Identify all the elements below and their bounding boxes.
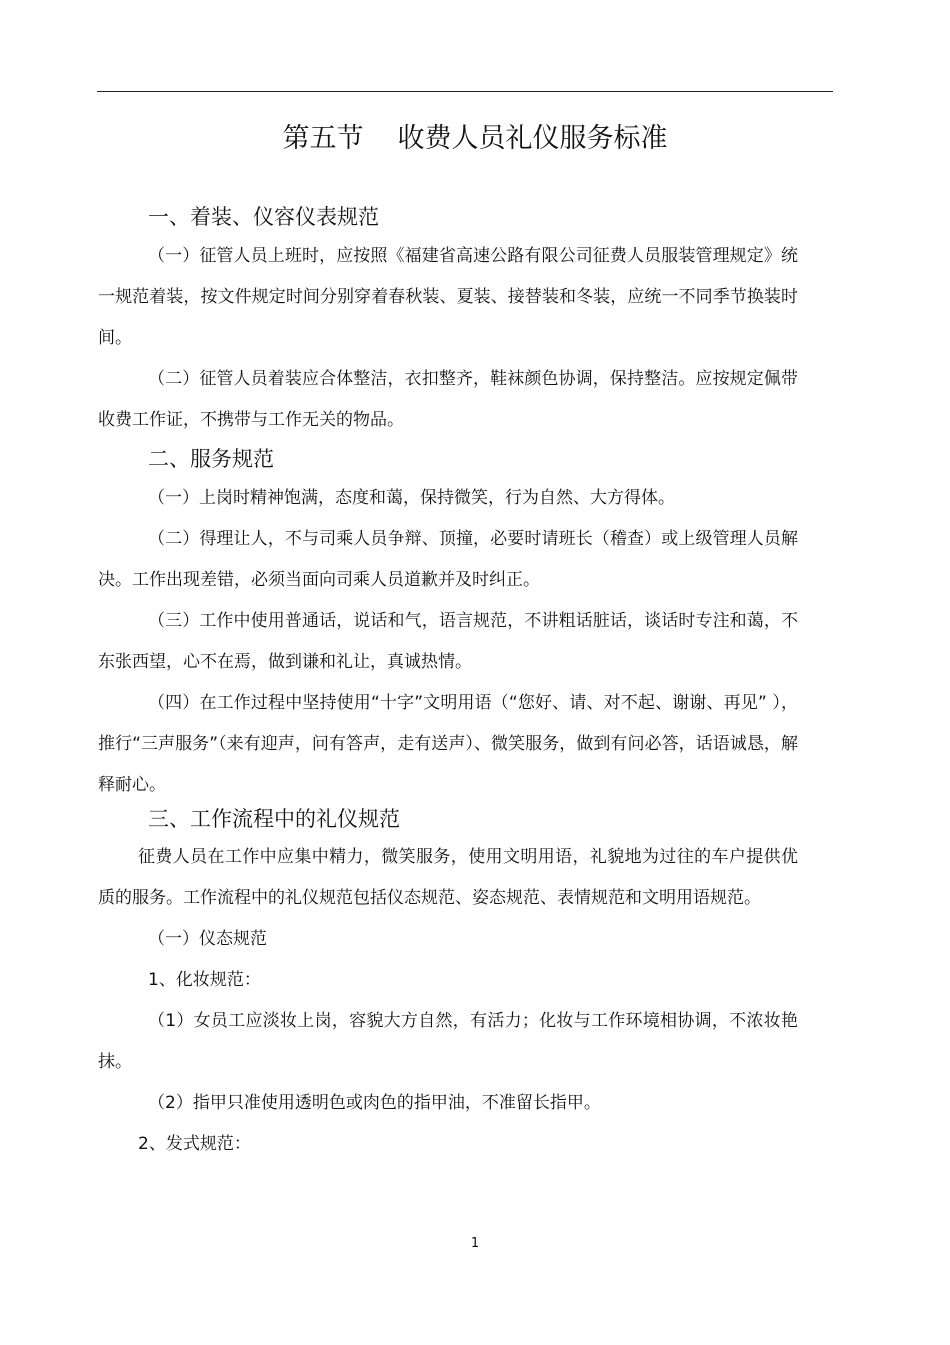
section-3-subheading: （一）仪态规范 bbox=[148, 929, 267, 949]
section-3-item-1: 1、化妆规范： bbox=[148, 970, 261, 990]
section-3-item-1a: （1）女员工应淡妆上岗，容貌大方自然，有活力；化妆与工作环境相协调，不浓妆艳抹。 bbox=[98, 1011, 798, 1072]
section-3-item-1b: （2）指甲只准使用透明色或肉色的指甲油，不准留长指甲。 bbox=[148, 1093, 601, 1113]
section-2-paragraph-2: （二）得理让人，不与司乘人员争辩、顶撞，必要时请班长（稽查）或上级管理人员解决。工作出现差错，必须当面向司乘人员道歉并及时纠正。 bbox=[98, 529, 798, 590]
section-3-item-2: 2、发式规范： bbox=[138, 1134, 251, 1154]
section-1-heading: 一、着装、仪容仪表规范 bbox=[148, 205, 379, 229]
title-name: 收费人员礼仪服务标准 bbox=[397, 123, 668, 154]
section-2-body bbox=[98, 478, 798, 806]
page-number: 1 bbox=[470, 1236, 480, 1251]
header-rule bbox=[97, 91, 833, 92]
section-2-paragraph-3: （三）工作中使用普通话，说话和气，语言规范，不讲粗话脏话，谈话时专注和蔼，不东张西望，心不在焉，做到谦和礼让，真诚热情。 bbox=[98, 611, 798, 672]
section-3-heading: 三、工作流程中的礼仪规范 bbox=[148, 807, 400, 831]
section-1-paragraph-1: （一）征管人员上班时，应按照《福建省高速公路有限公司征费人员服装管理规定》统一规范着装，按文件规定时间分别穿着春秋装、夏装、接替装和冬装，应统一不同季节换装时间。 bbox=[98, 246, 798, 348]
section-2-paragraph-1: （一）上岗时精神饱满，态度和蔼，保持微笑，行为自然、大方得体。 bbox=[148, 488, 675, 508]
section-1-paragraph-2: （二）征管人员着装应合体整洁，衣扣整齐，鞋袜颜色协调，保持整洁。应按规定佩带收费工作证，不携带与工作无关的物品。 bbox=[98, 369, 798, 430]
section-1-body bbox=[98, 236, 798, 441]
section-3-intro: 征费人员在工作中应集中精力，微笑服务，使用文明用语，礼貌地为过往的车户提供优质的服务。工作流程中的礼仪规范包括仪态规范、姿态规范、表情规范和文明用语规范。 bbox=[98, 847, 798, 908]
section-3-body bbox=[98, 837, 798, 1165]
section-2-heading: 二、服务规范 bbox=[148, 447, 274, 471]
title-section: 第五节 bbox=[282, 123, 364, 154]
section-2-paragraph-4: （四）在工作过程中坚持使用“十字”文明用语（“您好、请、对不起、谢谢、再见” ），推行“三声服务”（来有迎声，问有答声，走有送声）、微笑服务，做到有问必答，话语诚恳，解释耐心。 bbox=[98, 693, 798, 795]
page-title bbox=[0, 116, 950, 155]
